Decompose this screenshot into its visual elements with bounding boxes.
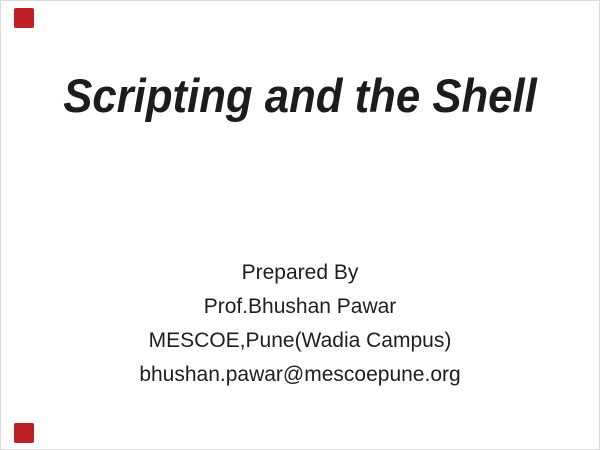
subtitle-line-email: bhushan.pawar@mescoepune.org	[139, 363, 461, 386]
slide-subtitle-block	[1, 256, 599, 392]
red-square-marker-bottom-left	[14, 423, 34, 443]
slide-title: Scripting and the Shell	[63, 69, 537, 122]
subtitle-line-author-name: Prof.Bhushan Pawar	[203, 295, 397, 318]
subtitle-line-prepared-by: Prepared By	[241, 261, 359, 284]
subtitle-line-institute: MESCOE,Pune(Wadia Campus)	[148, 329, 452, 352]
red-square-marker-top-left	[14, 8, 34, 28]
